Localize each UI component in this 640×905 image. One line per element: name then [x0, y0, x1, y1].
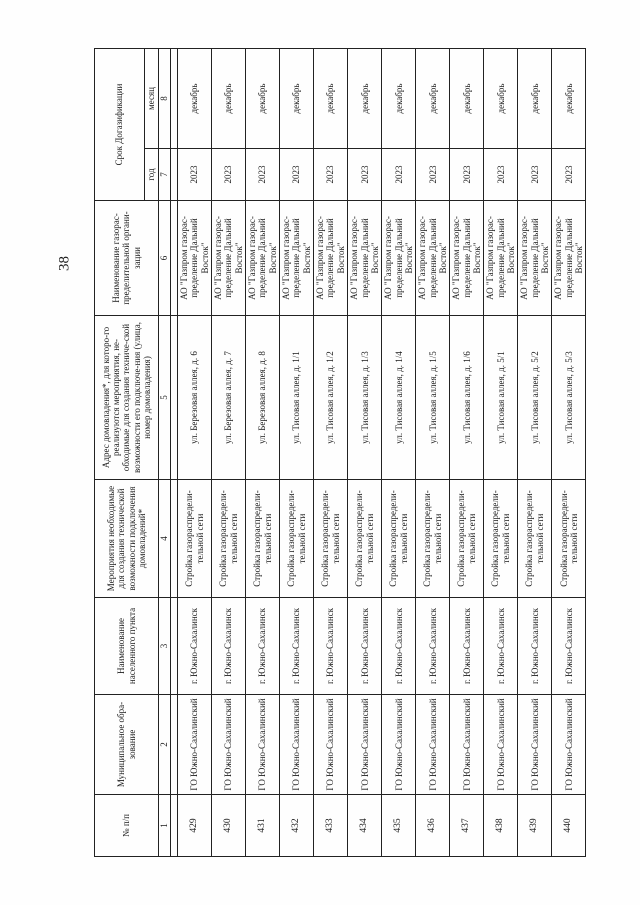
header-org: Наименование газорас-пределительной органи-зации — [95, 201, 159, 316]
municipality-cell: ГО Южно-Сахалинский — [552, 695, 586, 795]
table-row — [518, 49, 552, 857]
locality-cell: г. Южно-Сахалинск — [416, 598, 450, 695]
table-body — [178, 49, 586, 857]
row-number: 431 — [246, 795, 280, 857]
page-number: 38 — [56, 256, 73, 271]
locality-cell: г. Южно-Сахалинск — [518, 598, 552, 695]
locality-cell: г. Южно-Сахалинск — [212, 598, 246, 695]
municipality-cell: ГО Южно-Сахалинский — [178, 695, 212, 795]
locality-cell: г. Южно-Сахалинск — [484, 598, 518, 695]
municipality-cell: ГО Южно-Сахалинский — [416, 695, 450, 795]
month-cell: декабрь — [348, 49, 382, 149]
address-cell: ул. Тисовая аллея, д. 1/1 — [280, 316, 314, 480]
column-number: 6 — [159, 201, 171, 316]
column-number: 3 — [159, 598, 171, 695]
row-number: 430 — [212, 795, 246, 857]
locality-cell: г. Южно-Сахалинск — [246, 598, 280, 695]
locality-cell: г. Южно-Сахалинск — [348, 598, 382, 695]
address-cell: ул. Тисовая аллея, д. 5/1 — [484, 316, 518, 480]
address-cell: ул. Тисовая аллея, д. 5/2 — [518, 316, 552, 480]
address-cell: ул. Тисовая аллея, д. 1/2 — [314, 316, 348, 480]
table-row — [212, 49, 246, 857]
header-locality: Наименование населенного пункта — [95, 598, 159, 695]
organization-cell: АО "Газпром газорас-пределение Дальний Восток" — [382, 201, 416, 316]
municipality-cell: ГО Южно-Сахалинский — [450, 695, 484, 795]
municipality-cell: ГО Южно-Сахалинский — [518, 695, 552, 795]
table-row — [382, 49, 416, 857]
table-row — [178, 49, 212, 857]
measure-cell: Стройка газораспредели-тельной сети — [348, 480, 382, 598]
row-number: 435 — [382, 795, 416, 857]
organization-cell: АО "Газпром газорас-пределение Дальний Восток" — [518, 201, 552, 316]
address-cell: ул. Тисовая аллея, д. 5/3 — [552, 316, 586, 480]
month-cell: декабрь — [552, 49, 586, 149]
header-no: № п/п — [95, 795, 159, 857]
locality-cell: г. Южно-Сахалинск — [178, 598, 212, 695]
address-cell: ул. Тисовая аллея, д. 1/6 — [450, 316, 484, 480]
year-cell: 2023 — [450, 149, 484, 201]
year-cell: 2023 — [382, 149, 416, 201]
measure-cell: Стройка газораспредели-тельной сети — [552, 480, 586, 598]
measure-cell: Стройка газораспредели-тельной сети — [246, 480, 280, 598]
month-cell: декабрь — [280, 49, 314, 149]
row-number: 437 — [450, 795, 484, 857]
organization-cell: АО "Газпром газорас-пределение Дальний Восток" — [484, 201, 518, 316]
row-number: 439 — [518, 795, 552, 857]
measure-cell: Стройка газораспредели-тельной сети — [416, 480, 450, 598]
row-number: 438 — [484, 795, 518, 857]
locality-cell: г. Южно-Сахалинск — [450, 598, 484, 695]
table-row — [314, 49, 348, 857]
address-cell: ул. Березовая аллея, д. 6 — [178, 316, 212, 480]
measure-cell: Стройка газораспредели-тельной сети — [314, 480, 348, 598]
measure-cell: Стройка газораспредели-тельной сети — [212, 480, 246, 598]
year-cell: 2023 — [484, 149, 518, 201]
table-row — [450, 49, 484, 857]
locality-cell: г. Южно-Сахалинск — [280, 598, 314, 695]
year-cell: 2023 — [314, 149, 348, 201]
municipality-cell: ГО Южно-Сахалинский — [246, 695, 280, 795]
locality-cell: г. Южно-Сахалинск — [382, 598, 416, 695]
measure-cell: Стройка газораспредели-тельной сети — [382, 480, 416, 598]
header-deadline: Срок Догазификации — [95, 49, 145, 201]
organization-cell: АО "Газпром газорас-пределение Дальний Восток" — [178, 201, 212, 316]
year-cell: 2023 — [212, 149, 246, 201]
table-row — [246, 49, 280, 857]
row-number: 432 — [280, 795, 314, 857]
month-cell: декабрь — [518, 49, 552, 149]
year-cell: 2023 — [178, 149, 212, 201]
address-cell: ул. Тисовая аллея, д. 1/4 — [382, 316, 416, 480]
header-municipality: Муниципальное обра-зование — [95, 695, 159, 795]
month-cell: декабрь — [416, 49, 450, 149]
month-cell: декабрь — [178, 49, 212, 149]
year-cell: 2023 — [416, 149, 450, 201]
measure-cell: Стройка газораспредели-тельной сети — [178, 480, 212, 598]
header-address: Адрес домовладения*, для которо-го реализуются мероприятия, не-обходимые для создания техниче-ской возможности его подключе-ния (улица, номер домовладения) — [95, 316, 159, 480]
table-row — [416, 49, 450, 857]
column-number: 2 — [159, 695, 171, 795]
municipality-cell: ГО Южно-Сахалинский — [382, 695, 416, 795]
column-number: 8 — [159, 49, 171, 149]
column-number: 4 — [159, 480, 171, 598]
gasification-table — [94, 48, 586, 857]
year-cell: 2023 — [518, 149, 552, 201]
organization-cell: АО "Газпром газорас-пределение Дальний Восток" — [280, 201, 314, 316]
row-number: 434 — [348, 795, 382, 857]
column-number: 5 — [159, 316, 171, 480]
table-row — [484, 49, 518, 857]
municipality-cell: ГО Южно-Сахалинский — [212, 695, 246, 795]
column-number: 7 — [159, 149, 171, 201]
organization-cell: АО "Газпром газорас-пределение Дальний Восток" — [212, 201, 246, 316]
organization-cell: АО "Газпром газорас-пределение Дальний Восток" — [246, 201, 280, 316]
locality-cell: г. Южно-Сахалинск — [552, 598, 586, 695]
measure-cell: Стройка газораспредели-тельной сети — [450, 480, 484, 598]
municipality-cell: ГО Южно-Сахалинский — [484, 695, 518, 795]
organization-cell: АО "Газпром газорас-пределение Дальний Восток" — [348, 201, 382, 316]
measure-cell: Стройка газораспредели-тельной сети — [484, 480, 518, 598]
locality-cell: г. Южно-Сахалинск — [314, 598, 348, 695]
row-number: 440 — [552, 795, 586, 857]
year-cell: 2023 — [348, 149, 382, 201]
address-cell: ул. Березовая аллея, д. 8 — [246, 316, 280, 480]
spacer-row — [171, 49, 178, 857]
row-number: 436 — [416, 795, 450, 857]
table-row — [348, 49, 382, 857]
table-row — [552, 49, 586, 857]
municipality-cell: ГО Южно-Сахалинский — [348, 695, 382, 795]
month-cell: декабрь — [314, 49, 348, 149]
municipality-cell: ГО Южно-Сахалинский — [314, 695, 348, 795]
measure-cell: Стройка газораспредели-тельной сети — [518, 480, 552, 598]
municipality-cell: ГО Южно-Сахалинский — [280, 695, 314, 795]
year-cell: 2023 — [280, 149, 314, 201]
address-cell: ул. Тисовая аллея, д. 1/5 — [416, 316, 450, 480]
row-number: 429 — [178, 795, 212, 857]
organization-cell: АО "Газпром газорас-пределение Дальний Восток" — [450, 201, 484, 316]
month-cell: декабрь — [450, 49, 484, 149]
header-measures: Мероприятия необходимые для создания технической возможности подключения домовладений* — [95, 480, 159, 598]
header-year: год — [145, 149, 159, 201]
measure-cell: Стройка газораспредели-тельной сети — [280, 480, 314, 598]
organization-cell: АО "Газпром газорас-пределение Дальний Восток" — [416, 201, 450, 316]
rotated-table-wrapper — [94, 49, 585, 857]
address-cell: ул. Березовая аллея, д. 7 — [212, 316, 246, 480]
month-cell: декабрь — [212, 49, 246, 149]
address-cell: ул. Тисовая аллея, д. 1/3 — [348, 316, 382, 480]
month-cell: декабрь — [246, 49, 280, 149]
column-number: 1 — [159, 795, 171, 857]
header-month: месяц — [145, 49, 159, 149]
month-cell: декабрь — [382, 49, 416, 149]
table-row — [280, 49, 314, 857]
organization-cell: АО "Газпром газорас-пределение Дальний Восток" — [314, 201, 348, 316]
year-cell: 2023 — [552, 149, 586, 201]
organization-cell: АО "Газпром газорас-пределение Дальний Восток" — [552, 201, 586, 316]
year-cell: 2023 — [246, 149, 280, 201]
column-number-row — [159, 49, 171, 857]
month-cell: декабрь — [484, 49, 518, 149]
row-number: 433 — [314, 795, 348, 857]
